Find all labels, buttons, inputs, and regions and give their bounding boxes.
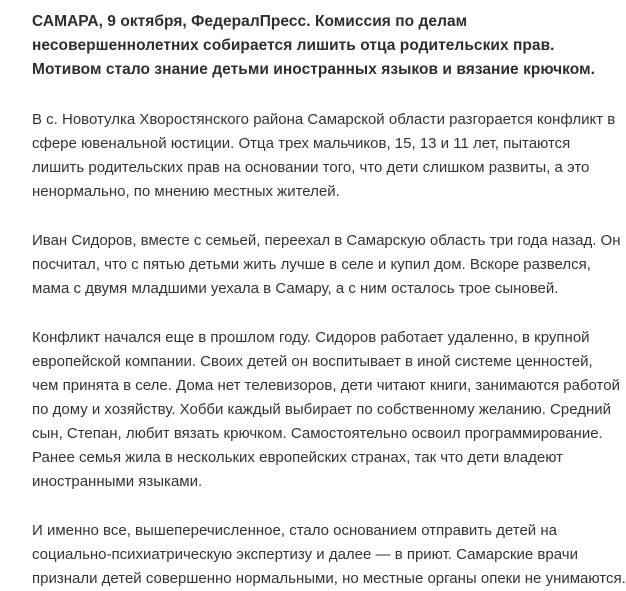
paragraph-line: иностранными языками. bbox=[32, 473, 203, 490]
article-paragraph bbox=[32, 108, 616, 204]
lead-line: несовершеннолетних собирается лишить отца родительских прав. bbox=[32, 37, 555, 54]
paragraph-line: И именно все, вышеперечисленное, стало основанием отправить детей на bbox=[32, 522, 557, 539]
paragraph-line: Ранее семья жила в нескольких европейских странах, так что дети владеют bbox=[32, 449, 563, 466]
paragraph-line: мама с двумя младшими уехала в Самару, а с ним осталось трое сыновей. bbox=[32, 280, 559, 297]
paragraph-line: Иван Сидоров, вместе с семьей, переехал в Самарскую область три года назад. Он bbox=[32, 232, 621, 249]
paragraph-line: европейской компании. Своих детей он воспитывает в иной системе ценностей, bbox=[32, 353, 593, 370]
paragraph-line: по дому и хозяйству. Хобби каждый выбирает по собственному желанию. Средний bbox=[32, 401, 612, 418]
lead-line: Мотивом стало знание детьми иностранных языков и вязание крючком. bbox=[32, 61, 595, 78]
paragraph-line: ненормально, по мнению местных жителей. bbox=[32, 183, 340, 200]
paragraph-line: чем принята в селе. Дома нет телевизоров, дети читают книги, занимаются работой bbox=[32, 377, 620, 394]
paragraph-line: лишить родительских прав на основании того, что дети слишком развиты, а это bbox=[32, 159, 590, 176]
paragraph-line: Конфликт начался еще в прошлом году. Сидоров работает удаленно, в крупной bbox=[32, 329, 590, 346]
paragraph-line: В с. Новотулка Хворостянского района Самарской области разгорается конфликт в bbox=[32, 111, 616, 128]
article-lead bbox=[32, 10, 595, 82]
article-paragraph bbox=[32, 326, 620, 494]
paragraph-line: сфере ювенальной юстиции. Отца трех мальчиков, 15, 13 и 11 лет, пытаются bbox=[32, 135, 571, 152]
paragraph-line: сын, Степан, любит вязать крючком. Самостоятельно освоил программирование. bbox=[32, 425, 603, 442]
paragraph-line: социально-психиатрическую экспертизу и далее — в приют. Самарские врачи bbox=[32, 546, 578, 563]
paragraph-line: посчитал, что с пятью детьми жить лучше в селе и купил дом. Вскоре развелся, bbox=[32, 256, 591, 273]
article-paragraph bbox=[32, 229, 621, 301]
article-paragraph bbox=[32, 519, 626, 591]
paragraph-line: признали детей совершенно нормальными, но местные органы опеки не унимаются. bbox=[32, 570, 626, 587]
lead-line: САМАРА, 9 октября, ФедералПресс. Комиссия по делам bbox=[32, 13, 468, 30]
